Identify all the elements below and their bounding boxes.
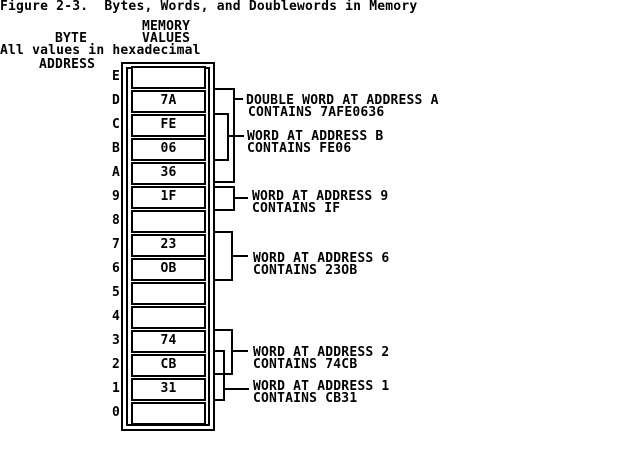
annotation-word-6-line2: CONTAINS 23OB — [253, 263, 358, 278]
memory-cell-value: 06 — [160, 141, 177, 156]
memory-header-line2: VALUES — [142, 31, 191, 46]
memory-cell-address: 5 — [111, 285, 120, 300]
memory-cell-value: 23 — [160, 237, 177, 252]
annotation-word-6-line1: WORD AT ADDRESS 6 — [253, 251, 390, 266]
memory-cell-value: 1F — [160, 189, 177, 204]
bracket-word-2-tick — [233, 350, 248, 352]
memory-cell-value: CB — [160, 357, 177, 372]
memory-cell-address: 0 — [111, 405, 120, 420]
memory-cell-address: 4 — [111, 309, 120, 324]
bracket-word-2-vertical — [231, 329, 233, 375]
bracket-doubleword-a-tick — [235, 98, 243, 100]
memory-cell-address: A — [111, 165, 120, 180]
annotation-word-2-line1: WORD AT ADDRESS 2 — [253, 345, 390, 360]
annotation-word-9-line2: CONTAINS IF — [252, 201, 341, 216]
memory-cell-box — [131, 66, 206, 89]
memory-cell-box — [131, 210, 206, 233]
bracket-word-6-bottom-stub — [215, 279, 233, 281]
annotation-word-1-line2: CONTAINS CB31 — [253, 391, 358, 406]
memory-cell-box — [131, 306, 206, 329]
bracket-word-b-tick — [229, 135, 244, 137]
annotation-word-b-line2: CONTAINS FE06 — [247, 141, 352, 156]
memory-cell-box — [131, 282, 206, 305]
memory-cell-address: D — [111, 93, 120, 108]
memory-header-line1: MEMORY — [142, 19, 191, 34]
memory-cell-address: 8 — [111, 213, 120, 228]
bracket-word-9-tick — [235, 197, 248, 199]
bracket-word-9-top-stub — [215, 186, 235, 188]
memory-cell-address: 3 — [111, 333, 120, 348]
bracket-word-9-bottom-stub — [215, 209, 235, 211]
memory-cell-box — [131, 402, 206, 425]
hex-values-note: All values in hexadecimal — [0, 43, 201, 58]
annotation-doubleword-a-line2: CONTAINS 7AFE0636 — [248, 105, 385, 120]
annotation-word-1-line1: WORD AT ADDRESS 1 — [253, 379, 390, 394]
memory-cell-value: OB — [160, 261, 177, 276]
figure-title: Figure 2-3. Bytes, Words, and Doublewords in Memory — [0, 0, 418, 14]
memory-cell-value: 7A — [160, 93, 177, 108]
memory-cell-value: 31 — [160, 381, 177, 396]
annotation-doubleword-a-line1: DOUBLE WORD AT ADDRESS A — [246, 93, 439, 108]
memory-cell-address: E — [111, 69, 120, 84]
memory-cell-address: 1 — [111, 381, 120, 396]
bracket-word-b-vertical — [227, 113, 229, 161]
memory-cell-address: C — [111, 117, 120, 132]
memory-cell-value: 74 — [160, 333, 177, 348]
memory-cell-value: 36 — [160, 165, 177, 180]
memory-cell-address: 7 — [111, 237, 120, 252]
annotation-word-9-line1: WORD AT ADDRESS 9 — [252, 189, 389, 204]
annotation-word-b-line1: WORD AT ADDRESS B — [247, 129, 384, 144]
bracket-word-1-bottom-stub — [215, 399, 225, 401]
bracket-word-1-tick — [225, 388, 249, 390]
memory-cell-address: 2 — [111, 357, 120, 372]
bracket-doubleword-a-top-stub — [215, 88, 235, 90]
memory-cell-address: 6 — [111, 261, 120, 276]
bracket-word-1-vertical — [223, 350, 225, 401]
memory-cell-address: B — [111, 141, 120, 156]
memory-cell-address: 9 — [111, 189, 120, 204]
byte-header-line1: BYTE — [55, 31, 88, 46]
bracket-word-b-bottom-stub — [215, 159, 229, 161]
bracket-doubleword-a-bottom-stub — [215, 181, 235, 183]
byte-header-line2: ADDRESS — [39, 57, 96, 72]
bracket-word-6-tick — [233, 255, 248, 257]
memory-cell-value: FE — [160, 117, 177, 132]
annotation-word-2-line2: CONTAINS 74CB — [253, 357, 358, 372]
